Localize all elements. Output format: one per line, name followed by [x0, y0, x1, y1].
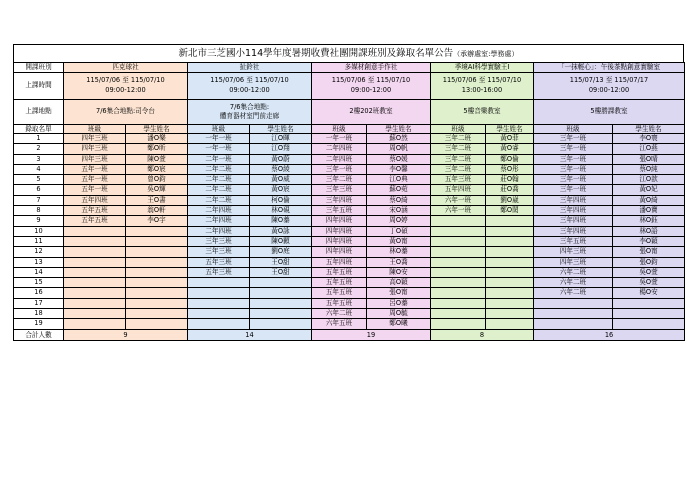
student-grade: 三年一班: [534, 154, 613, 164]
student-name: 黃O詠: [250, 226, 312, 236]
student-grade: [64, 288, 126, 298]
table-row: [14, 206, 685, 216]
student-name: 吳O萱: [613, 267, 685, 277]
student-name: 王O甜: [250, 267, 312, 277]
student-grade: [431, 278, 486, 288]
row-number: 10: [14, 226, 64, 236]
student-grade: 二年四班: [188, 216, 250, 226]
student-grade: [188, 298, 250, 308]
student-name: [486, 319, 534, 329]
student-grade: 三年四班: [534, 216, 613, 226]
column-header-row: [14, 124, 685, 134]
student-grade: [431, 267, 486, 277]
student-grade: 五年一班: [64, 175, 126, 185]
student-grade: 三年二班: [431, 164, 486, 174]
student-grade: 四年三班: [534, 247, 613, 257]
student-name: [126, 319, 188, 329]
club-total: 9: [64, 329, 188, 340]
student-grade: 三年四班: [534, 195, 613, 205]
student-name: [126, 309, 188, 319]
student-name: [486, 236, 534, 246]
student-name: [250, 298, 312, 308]
club-location: 7/6集合地點: 體育器材室門前走廊: [188, 99, 312, 124]
student-name: 陳O蓁: [250, 216, 312, 226]
student-grade: 三年一班: [312, 164, 367, 174]
student-name: [126, 267, 188, 277]
student-name: 鄭O倫: [486, 154, 534, 164]
student-grade: [188, 319, 250, 329]
student-grade: 五年五班: [312, 267, 367, 277]
student-grade: 三年四班: [534, 206, 613, 216]
student-grade: 四年三班: [64, 134, 126, 144]
student-name: [613, 319, 685, 329]
student-name: 李O寰: [613, 134, 685, 144]
student-name: 黃O綺: [613, 195, 685, 205]
col-header-grade: 班級: [431, 124, 486, 134]
student-name: [486, 216, 534, 226]
page-title: [13, 44, 684, 62]
student-name: 李O穎: [613, 236, 685, 246]
table-row: [14, 267, 685, 277]
student-grade: 三年一班: [534, 164, 613, 174]
student-grade: 六年二班: [534, 278, 613, 288]
student-name: 黃O威: [250, 175, 312, 185]
student-grade: 五年五班: [312, 298, 367, 308]
student-grade: 四年四班: [312, 216, 367, 226]
club-time: 115/07/06 至 115/07/10 09:00-12:00: [64, 72, 188, 99]
col-header-grade: 班級: [64, 124, 126, 134]
row-number: 6: [14, 185, 64, 195]
student-grade: [188, 309, 250, 319]
student-grade: [431, 226, 486, 236]
student-name: 黃O宸: [250, 185, 312, 195]
club-time: 115/07/06 至 115/07/10 13:00-16:00: [431, 72, 534, 99]
student-name: 周O毓: [367, 309, 431, 319]
student-name: 宋O涵: [367, 206, 431, 216]
student-name: 蔡O純: [613, 164, 685, 174]
student-name: [126, 236, 188, 246]
student-grade: 五年一班: [64, 164, 126, 174]
student-name: 蘇O然: [367, 134, 431, 144]
student-grade: 四年三班: [64, 144, 126, 154]
club-total: 16: [534, 329, 685, 340]
row-number: 9: [14, 216, 64, 226]
student-grade: 二年四班: [312, 154, 367, 164]
club-name: 多媒材創意手作社: [312, 63, 431, 73]
student-grade: 五年三班: [188, 267, 250, 277]
row-number: 2: [14, 144, 64, 154]
student-grade: [64, 267, 126, 277]
row-number: 5: [14, 175, 64, 185]
student-name: 陳O顥: [250, 236, 312, 246]
student-name: 陳O萱: [126, 154, 188, 164]
student-grade: 四年四班: [312, 236, 367, 246]
student-name: 劉O崴: [486, 195, 534, 205]
student-grade: 三年五班: [534, 236, 613, 246]
row-number: 1: [14, 134, 64, 144]
student-name: 蔡O綾: [250, 164, 312, 174]
table-row: [14, 247, 685, 257]
club-name: 匹克球社: [64, 63, 188, 73]
row-label-admit: 錄取名單: [14, 124, 64, 134]
row-label-class: 開課班別: [14, 63, 64, 73]
title-text: 新北市三芝國小114學年度暑期收費社團開課班別及錄取名單公告: [178, 48, 454, 59]
student-name: 江O暉: [250, 134, 312, 144]
student-grade: 三年三班: [188, 236, 250, 246]
student-name: 蘇O菀: [367, 185, 431, 195]
student-grade: 五年三班: [431, 175, 486, 185]
row-number: 7: [14, 195, 64, 205]
col-header-name: 學生姓名: [613, 124, 685, 134]
student-grade: [64, 298, 126, 308]
student-grade: 三年三班: [312, 185, 367, 195]
club-time: 115/07/13 至 115/07/17 09:00-12:00: [534, 72, 685, 99]
club-time: 115/07/06 至 115/07/10 09:00-12:00: [312, 72, 431, 99]
student-name: 蔡O綺: [367, 195, 431, 205]
student-name: [486, 298, 534, 308]
table-row: [14, 185, 685, 195]
student-name: 張O甯: [613, 247, 685, 257]
student-name: [126, 226, 188, 236]
student-grade: 三年二班: [431, 134, 486, 144]
table-row: [14, 236, 685, 246]
student-grade: 五年五班: [312, 278, 367, 288]
student-name: [250, 319, 312, 329]
student-name: [126, 257, 188, 267]
student-name: 黃O睿: [486, 144, 534, 154]
student-name: 李O宇: [126, 216, 188, 226]
student-grade: 四年三班: [64, 154, 126, 164]
student-grade: [431, 319, 486, 329]
student-grade: [534, 319, 613, 329]
student-name: [126, 288, 188, 298]
student-name: 鄭O閎: [486, 206, 534, 216]
student-grade: 一年一班: [188, 144, 250, 154]
student-grade: 三年一班: [534, 134, 613, 144]
table-row: [14, 216, 685, 226]
student-name: [613, 309, 685, 319]
club-name: 季境AI科學實驗王I: [431, 63, 534, 73]
student-name: 蔡O彤: [486, 164, 534, 174]
location-row: [14, 99, 685, 124]
col-header-name: 學生姓名: [486, 124, 534, 134]
student-name: 柯O倫: [250, 195, 312, 205]
table-row: [14, 134, 685, 144]
total-row: [14, 329, 685, 340]
student-grade: 三年一班: [534, 185, 613, 195]
student-grade: 三年二班: [431, 144, 486, 154]
student-grade: 二年二班: [188, 164, 250, 174]
title-note: （承辦處室:學務處）: [453, 50, 519, 58]
student-grade: 六年五班: [312, 319, 367, 329]
student-grade: 二年四班: [312, 144, 367, 154]
student-grade: 二年四班: [188, 206, 250, 216]
student-grade: 四年四班: [312, 247, 367, 257]
table-row: [14, 154, 685, 164]
student-grade: [431, 247, 486, 257]
student-grade: 三年二班: [431, 154, 486, 164]
student-grade: [188, 288, 250, 298]
student-grade: 五年五班: [64, 216, 126, 226]
row-number: 17: [14, 298, 64, 308]
table-row: [14, 288, 685, 298]
student-name: 黃O妃: [613, 185, 685, 195]
club-total: 19: [312, 329, 431, 340]
club-location: 5樓音樂教室: [431, 99, 534, 124]
student-name: 王O喬: [367, 257, 431, 267]
table-row: [14, 257, 685, 267]
student-name: 王O書: [126, 195, 188, 205]
col-header-name: 學生姓名: [367, 124, 431, 134]
student-name: 翁O軒: [126, 206, 188, 216]
student-name: 陳O安: [367, 267, 431, 277]
club-location: 5樓勝課教室: [534, 99, 685, 124]
club-name: 扯鈴社: [188, 63, 312, 73]
student-grade: 六年一班: [431, 195, 486, 205]
row-number: 14: [14, 267, 64, 277]
student-grade: 三年四班: [534, 226, 613, 236]
student-grade: 三年三班: [188, 247, 250, 257]
student-grade: 二年二班: [188, 195, 250, 205]
course-table: [13, 62, 685, 341]
club-total: 8: [431, 329, 534, 340]
student-grade: 二年二班: [188, 175, 250, 185]
student-name: 張O鈞: [613, 257, 685, 267]
student-name: 周O婷: [367, 216, 431, 226]
student-grade: 五年一班: [64, 185, 126, 195]
row-number: 8: [14, 206, 64, 216]
student-name: 周O帆: [367, 144, 431, 154]
student-name: 鄭O曦: [367, 319, 431, 329]
student-grade: 六年一班: [431, 206, 486, 216]
student-grade: [431, 216, 486, 226]
student-name: 江O歆: [613, 175, 685, 185]
student-name: [486, 257, 534, 267]
student-grade: 五年四班: [64, 195, 126, 205]
student-grade: [64, 257, 126, 267]
student-name: 江O典: [367, 175, 431, 185]
row-number: 12: [14, 247, 64, 257]
student-grade: 四年三班: [534, 257, 613, 267]
student-grade: 六年二班: [312, 309, 367, 319]
student-name: 莊O翰: [486, 175, 534, 185]
student-grade: 六年二班: [534, 267, 613, 277]
student-name: 王O甜: [250, 257, 312, 267]
table-row: [14, 164, 685, 174]
student-name: [613, 298, 685, 308]
student-name: 楊O安: [613, 288, 685, 298]
student-name: 林O語: [613, 226, 685, 236]
time-row: [14, 72, 685, 99]
row-number: 3: [14, 154, 64, 164]
row-number: 11: [14, 236, 64, 246]
student-name: 黃O蔚: [250, 154, 312, 164]
student-grade: 五年四班: [312, 257, 367, 267]
row-number: 15: [14, 278, 64, 288]
student-grade: [534, 309, 613, 319]
student-name: [126, 247, 188, 257]
col-header-grade: 班級: [312, 124, 367, 134]
student-name: [250, 278, 312, 288]
student-name: 劉O庭: [250, 247, 312, 257]
student-grade: [64, 309, 126, 319]
student-grade: [64, 247, 126, 257]
student-name: [486, 267, 534, 277]
student-name: 潘O樂: [126, 134, 188, 144]
student-grade: [64, 226, 126, 236]
student-grade: 一年一班: [312, 134, 367, 144]
col-header-name: 學生姓名: [126, 124, 188, 134]
student-grade: [64, 319, 126, 329]
student-grade: 三年五班: [312, 206, 367, 216]
table-row: [14, 298, 685, 308]
student-name: [250, 309, 312, 319]
student-name: 林O鈺: [613, 216, 685, 226]
student-grade: [534, 298, 613, 308]
student-name: [486, 288, 534, 298]
student-grade: 一年一班: [188, 134, 250, 144]
student-name: 呂O蓁: [367, 298, 431, 308]
student-name: 莊O喬: [486, 185, 534, 195]
row-label-total: 合計人數: [14, 329, 64, 340]
row-number: 13: [14, 257, 64, 267]
student-name: 吳O輝: [126, 185, 188, 195]
student-grade: [431, 309, 486, 319]
student-name: 江O燕: [613, 144, 685, 154]
student-grade: 二年四班: [188, 226, 250, 236]
col-header-grade: 班級: [188, 124, 250, 134]
student-grade: [431, 257, 486, 267]
student-name: [486, 247, 534, 257]
student-grade: 二年二班: [188, 185, 250, 195]
student-name: 李O馨: [367, 164, 431, 174]
student-grade: 五年五班: [64, 206, 126, 216]
table-row: [14, 175, 685, 185]
student-name: 林O硯: [250, 206, 312, 216]
club-location: 2樓202班教室: [312, 99, 431, 124]
student-name: [486, 278, 534, 288]
student-name: [486, 226, 534, 236]
club-location: 7/6集合地點:司令台: [64, 99, 188, 124]
student-grade: [64, 278, 126, 288]
student-name: 曾O鈞: [126, 175, 188, 185]
student-name: 丁O碩: [367, 226, 431, 236]
table-row: [14, 144, 685, 154]
table-row: [14, 319, 685, 329]
student-grade: 三年一班: [534, 175, 613, 185]
student-grade: 五年三班: [188, 257, 250, 267]
student-grade: [188, 278, 250, 288]
student-grade: 五年五班: [312, 288, 367, 298]
row-label-location: 上課地點: [14, 99, 64, 124]
club-time: 115/07/06 至 115/07/10 09:00-12:00: [188, 72, 312, 99]
club-name-row: [14, 63, 685, 73]
col-header-name: 學生姓名: [250, 124, 312, 134]
student-grade: 六年二班: [534, 288, 613, 298]
student-name: 蔡O媛: [367, 154, 431, 164]
table-row: [14, 278, 685, 288]
student-name: 潘O寶: [613, 206, 685, 216]
student-name: 鄭O昕: [126, 144, 188, 154]
student-grade: 三年二班: [312, 175, 367, 185]
student-name: 鄭O宸: [126, 164, 188, 174]
student-grade: [431, 298, 486, 308]
table-row: [14, 309, 685, 319]
col-header-grade: 班級: [534, 124, 613, 134]
student-grade: 三年一班: [534, 144, 613, 154]
row-number: 16: [14, 288, 64, 298]
student-grade: 三年四班: [312, 195, 367, 205]
club-name: 「一抹輕心」：午後茶點創意實驗室: [534, 63, 685, 73]
student-name: [486, 309, 534, 319]
student-name: 林O蓁: [367, 247, 431, 257]
student-grade: [64, 236, 126, 246]
student-name: [126, 298, 188, 308]
table-row: [14, 226, 685, 236]
student-name: [250, 288, 312, 298]
row-number: 18: [14, 309, 64, 319]
row-label-time: 上課時間: [14, 72, 64, 99]
row-number: 4: [14, 164, 64, 174]
student-grade: [431, 236, 486, 246]
student-grade: 四年四班: [312, 226, 367, 236]
student-grade: 二年一班: [188, 154, 250, 164]
club-total: 14: [188, 329, 312, 340]
student-name: 高O穎: [367, 278, 431, 288]
student-name: 張O晴: [613, 154, 685, 164]
student-name: 江O翔: [250, 144, 312, 154]
student-name: 吳O萱: [613, 278, 685, 288]
student-grade: 五年四班: [431, 185, 486, 195]
table-row: [14, 195, 685, 205]
student-name: 張O甯: [367, 288, 431, 298]
student-grade: [431, 288, 486, 298]
student-name: 黃O菲: [486, 134, 534, 144]
row-number: 19: [14, 319, 64, 329]
student-name: 黃O甯: [367, 236, 431, 246]
student-name: [126, 278, 188, 288]
